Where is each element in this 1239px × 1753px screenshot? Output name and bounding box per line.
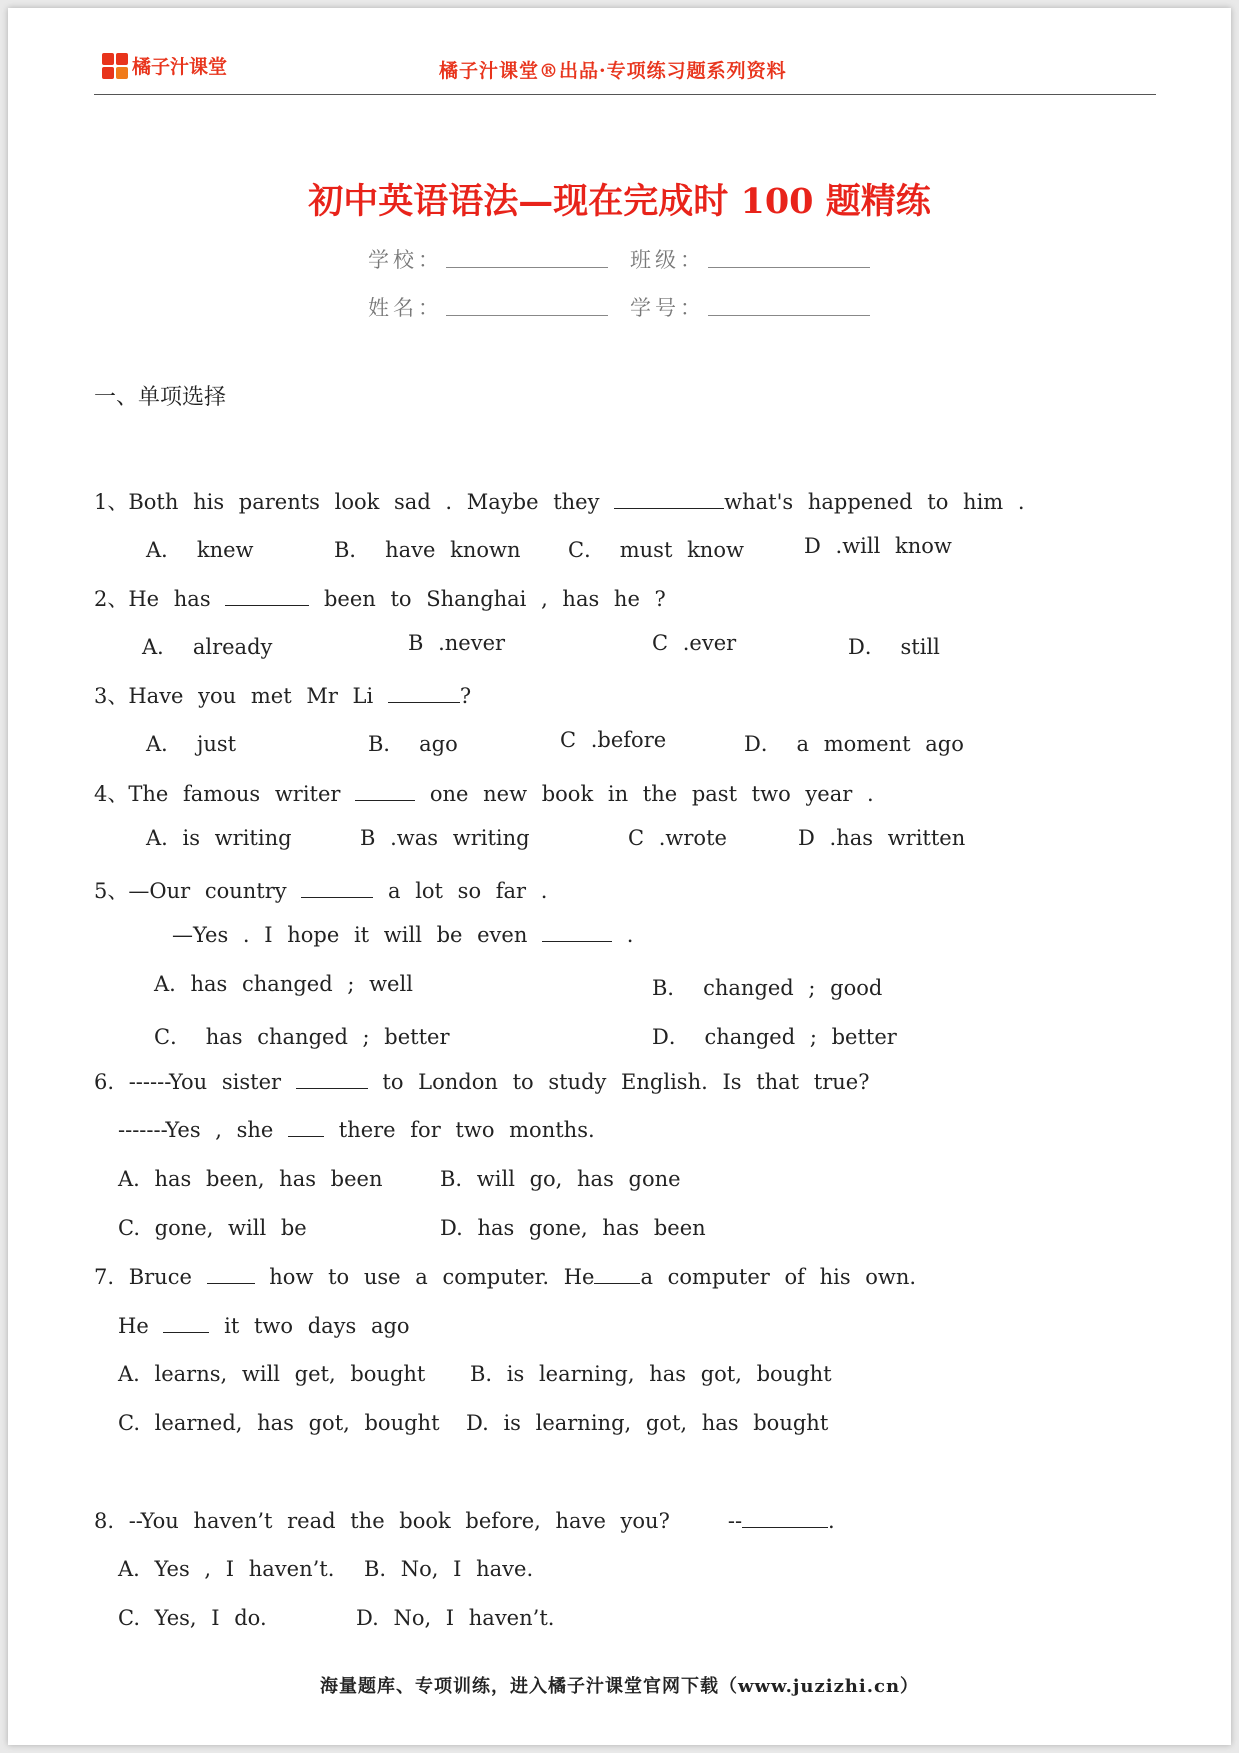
answer-blank[interactable] — [296, 1070, 368, 1089]
number-label: 学号： — [630, 296, 705, 320]
document-page — [8, 8, 1231, 1745]
question-1-stem: 1、Both his parents look sad . Maybe they what's happened to him . — [94, 490, 1025, 514]
logo-icon — [102, 53, 128, 79]
question-2-option-a[interactable]: A． already — [142, 635, 273, 659]
header-title: 橘子汁课堂®出品·专项练习题系列资料 — [439, 60, 787, 82]
logo-text: 橘子汁课堂 — [132, 56, 228, 78]
document-title: 初中英语语法—现在完成时 100 题精练 — [308, 181, 931, 222]
question-8-option-b[interactable]: B. No, I have. — [364, 1557, 534, 1581]
question-8-stem: 8. --You haven’t read the book before, have you? -- . — [94, 1509, 835, 1533]
question-4-stem: 4、The famous writer one new book in the past two year . — [94, 782, 874, 806]
question-3-option-a[interactable]: A． just — [146, 732, 237, 756]
question-2-stem: 2、He has been to Shanghai , has he ? — [94, 587, 666, 611]
question-6-option-a[interactable]: A. has been, has been — [118, 1167, 383, 1191]
school-field[interactable] — [446, 266, 608, 268]
question-4-option-d[interactable]: D .has written — [798, 826, 966, 850]
question-5-option-b[interactable]: B． changed ; good — [652, 976, 883, 1000]
question-7-stem: 7. Bruce how to use a computer. He a computer of his own. — [94, 1265, 917, 1289]
question-7-option-b[interactable]: B. is learning, has got, bought — [470, 1362, 832, 1386]
question-8-option-a[interactable]: A. Yes , I haven’t. — [118, 1557, 335, 1581]
question-8-option-c[interactable]: C. Yes, I do. — [118, 1606, 267, 1630]
name-label: 姓名： — [368, 296, 443, 320]
question-3-option-c[interactable]: C .before — [560, 728, 667, 752]
question-1-option-a[interactable]: A． knew — [146, 538, 254, 562]
question-4-option-c[interactable]: C .wrote — [628, 826, 727, 850]
question-7-option-a[interactable]: A. learns, will get, bought — [118, 1362, 426, 1386]
question-7-option-c[interactable]: C. learned, has got, bought — [118, 1411, 440, 1435]
question-2-option-b[interactable]: B .never — [408, 631, 506, 655]
question-3-stem: 3、Have you met Mr Li ? — [94, 684, 472, 708]
answer-blank[interactable] — [388, 684, 460, 703]
answer-blank[interactable] — [614, 490, 724, 509]
answer-blank[interactable] — [163, 1314, 209, 1333]
page-header — [94, 46, 1156, 95]
question-1-option-c[interactable]: C． must know — [568, 538, 744, 562]
question-2-option-d[interactable]: D． still — [848, 635, 940, 659]
question-2-option-c[interactable]: C .ever — [652, 631, 737, 655]
question-3-option-b[interactable]: B． ago — [368, 732, 458, 756]
answer-blank[interactable] — [542, 923, 612, 942]
answer-blank[interactable] — [225, 587, 309, 606]
question-5-option-d[interactable]: D． changed ; better — [652, 1025, 897, 1049]
question-5-stem-reply: —Yes . I hope it will be even . — [172, 923, 634, 947]
section-title: 一、单项选择 — [94, 385, 227, 410]
answer-blank[interactable] — [355, 782, 415, 801]
question-5-stem: 5、—Our country a lot so far . — [94, 879, 548, 903]
class-label: 班级： — [630, 248, 705, 272]
answer-blank[interactable] — [288, 1118, 324, 1137]
question-4-option-a[interactable]: A. is writing — [146, 826, 292, 850]
brand-logo — [102, 52, 227, 79]
question-8-option-d[interactable]: D. No, I haven’t. — [356, 1606, 555, 1630]
question-6-stem-reply: -------Yes , she there for two months. — [118, 1118, 595, 1142]
answer-blank[interactable] — [301, 879, 373, 898]
question-6-option-d[interactable]: D. has gone, has been — [440, 1216, 706, 1240]
page-footer: 海量题库、专项训练，进入橘子汁课堂官网下载（www.juzizhi.cn） — [319, 1676, 920, 1697]
answer-blank[interactable] — [207, 1265, 255, 1284]
question-7-option-d[interactable]: D. is learning, got, has bought — [466, 1411, 829, 1435]
answer-blank[interactable] — [742, 1509, 828, 1528]
number-field[interactable] — [708, 314, 870, 316]
question-6-option-c[interactable]: C. gone, will be — [118, 1216, 307, 1240]
question-4-option-b[interactable]: B .was writing — [360, 826, 530, 850]
class-field[interactable] — [708, 266, 870, 268]
question-5-option-a[interactable]: A. has changed ; well — [154, 972, 413, 996]
school-label: 学校： — [368, 248, 443, 272]
question-1-option-d[interactable]: D .will know — [804, 534, 952, 558]
question-3-option-d[interactable]: D． a moment ago — [744, 732, 964, 756]
question-1-option-b[interactable]: B． have known — [334, 538, 521, 562]
question-6-stem: 6. ------You sister to London to study English. Is that true? — [94, 1070, 870, 1094]
answer-blank[interactable] — [594, 1265, 640, 1284]
question-5-option-c[interactable]: C． has changed ; better — [154, 1025, 450, 1049]
question-6-option-b[interactable]: B. will go, has gone — [440, 1167, 681, 1191]
question-7-stem-line2: He it two days ago — [118, 1314, 410, 1338]
name-field[interactable] — [446, 314, 608, 316]
